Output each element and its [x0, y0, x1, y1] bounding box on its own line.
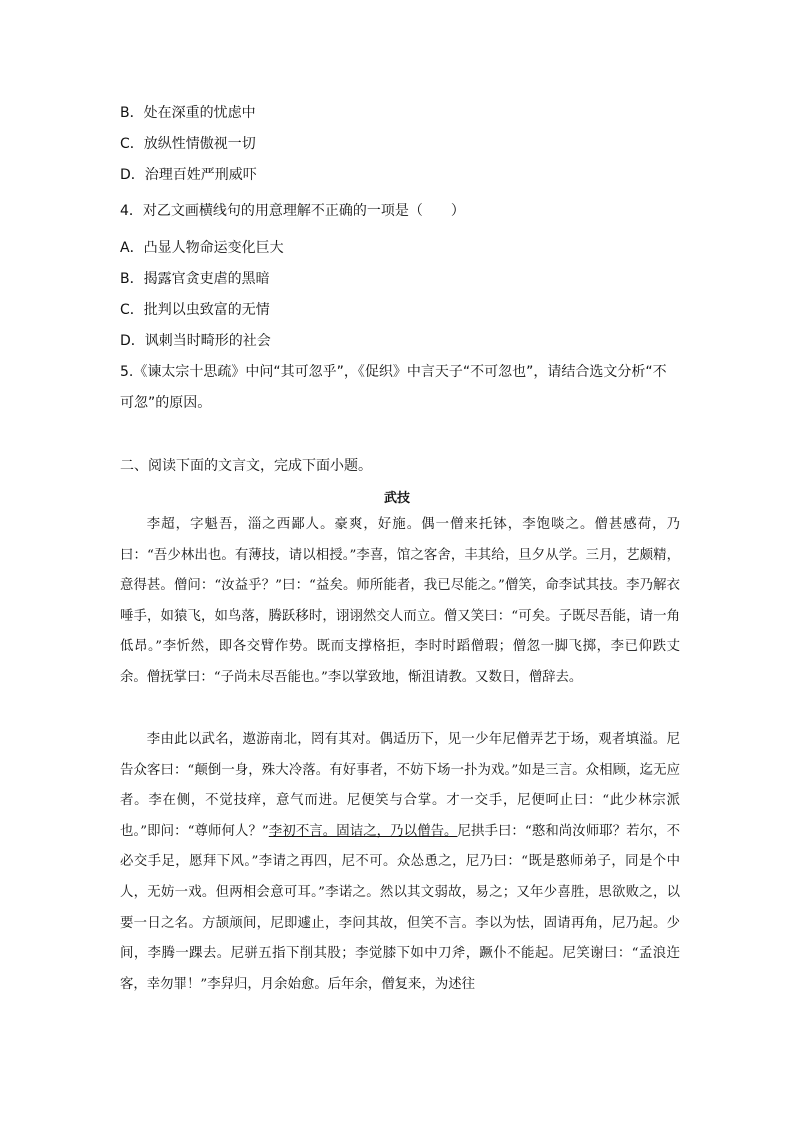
q3-option-b: B．处在深重的忧虑中 [120, 105, 256, 121]
q4-option-b: B．揭露官贪吏虐的黑暗 [120, 271, 270, 287]
q3-option-d: D．治理百姓严刑威吓 [120, 167, 257, 183]
q4-option-a: A．凸显人物命运变化巨大 [120, 240, 284, 256]
passage-paragraph-2 [120, 725, 680, 1000]
passage-title: 武技 [383, 491, 410, 506]
underlined-sentence: 李初不言。固诘之，乃以僧告。 [268, 823, 458, 839]
q4-option-d: D．讽刺当时畸形的社会 [120, 333, 271, 349]
q4-option-c: C．批判以虫致富的无情 [120, 302, 270, 318]
q5-question: 5.《谏太宗十思疏》中问“其可忽乎”，《促织》中言天子“不可忽也”，请结合选文分析“不可忽”的原因。 [120, 364, 667, 411]
passage-paragraph-1: 李超，字魁吾，淄之西鄙人。豪爽，好施。偶一僧来托钵，李饱啖之。僧甚感荷，乃曰：“吾少林出也。有薄技，请以相授。”李喜，馆之客舍，丰其给，旦夕从学。三月，艺颇精，意得甚。僧问：“汝益乎？”曰：“益矣。师所能者，我已尽能之。”僧笑，命李试其技。李乃解衣唾手，如猿飞，如鸟落，腾跃移时，诩诩然交人而立。僧又笑曰：“可矣。子既尽吾能，请一角低昂。”李忻然，即各交臂作势。既而支撑格拒，李时时蹈僧瑕；僧忽一脚飞掷，李已仰跌丈余。僧抚掌曰：“子尚未尽吾能也。”李以掌致地，惭沮请教。又数日，僧辞去。 [120, 517, 680, 685]
section2-heading: 二、阅读下面的文言文，完成下面小题。 [120, 458, 372, 474]
q4-stem: 4．对乙文画横线句的用意理解不正确的一项是（ ） [120, 203, 465, 219]
paragraph-2-part-a: 李由此以武名，遨游南北，罔有其对。偶适历下，见一少年尼僧弄艺于场，观者填溢。尼告众客曰：“颠倒一身，殊大冷落。有好事者，不妨下场一扑为戏。”如是三言。众相顾，迄无应者。李在侧，不觉技痒，意气而进。尼便笑与合掌。才一交手，尼便呵止曰：“此少林宗派也。”即问：“尊师何人？” [120, 732, 680, 839]
q3-option-c: C．放纵性情傲视一切 [120, 136, 256, 152]
paragraph-2-part-b: 尼拱手曰：“憨和尚汝师耶？若尔，不必交手足，愿拜下风。”李请之再四，尼不可。众怂恿之，尼乃曰：“既是憨师弟子，同是个中人，无妨一戏。但两相会意可耳。”李诺之。然以其文弱故，易之；又年少喜胜，思欲败之，以要一日之名。方颉颃间，尼即遽止，李问其故，但笑不言。李以为怯，固请再角，尼乃起。少间，李腾一踝去。尼骈五指下削其股；李觉膝下如中刀斧，蹶仆不能起。尼笑谢曰：“孟浪迕客，幸勿罪！”李舁归，月余始愈。后年余，僧复来，为述往 [120, 823, 680, 992]
